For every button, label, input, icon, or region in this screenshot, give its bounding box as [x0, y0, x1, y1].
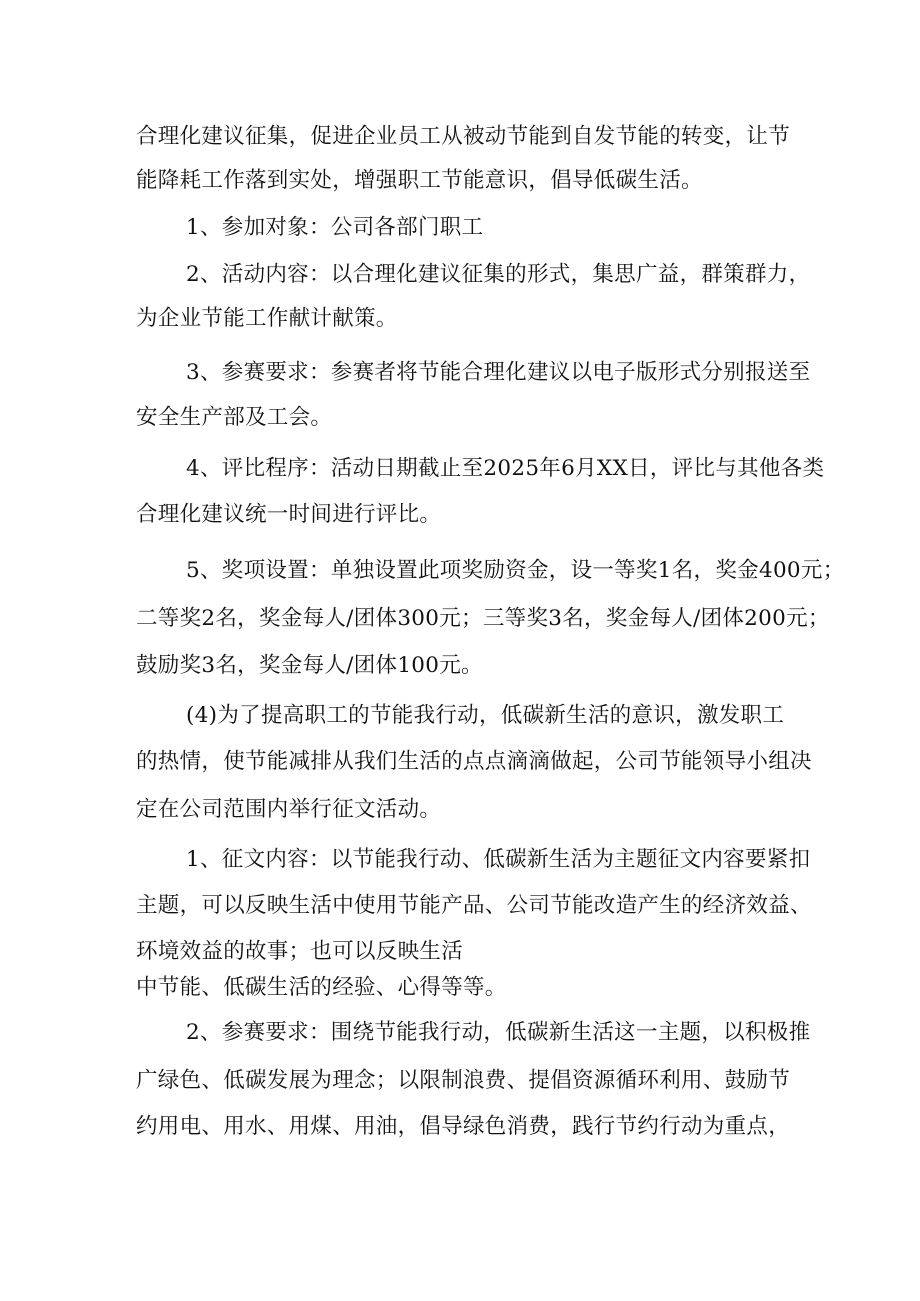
- list-item-awards: 5、奖项设置：单独设置此项奖励资金，设一等奖1名，奖金400元；: [186, 558, 845, 583]
- paragraph-line: 主题，可以反映生活中使用节能产品、公司节能改造产生的经济效益、: [136, 893, 812, 918]
- paragraph-line: 环境效益的故事；也可以反映生活: [136, 939, 464, 964]
- paragraph-line: 能降耗工作落到实处，增强职工节能意识，倡导低碳生活。: [136, 168, 703, 193]
- paragraph-line: 的热情，使节能减排从我们生活的点点滴滴做起，公司节能领导小组决: [136, 749, 812, 774]
- paragraph-line: 约用电、用水、用煤、用油，倡导绿色消费，践行节约行动为重点，: [136, 1114, 791, 1139]
- paragraph-line: 中节能、低碳生活的经验、心得等等。: [136, 975, 507, 1000]
- paragraph-line: 广绿色、低碳发展为理念；以限制浪费、提倡资源循环利用、鼓励节: [136, 1068, 791, 1093]
- paragraph-line: 鼓励奖3名，奖金每人/团体100元。: [136, 653, 483, 678]
- paragraph-line: 为企业节能工作献计献策。: [136, 306, 398, 331]
- list-item-essay-content: 1、征文内容：以节能我行动、低碳新生活为主题征文内容要紧扣: [186, 847, 811, 872]
- list-item-essay-requirements: 2、参赛要求：围绕节能我行动，低碳新生活这一主题，以积极推: [186, 1020, 811, 1045]
- paragraph-line: 合理化建议统一时间进行评比。: [136, 502, 442, 527]
- paragraph-line: 安全生产部及工会。: [136, 405, 333, 430]
- list-item-participants: 1、参加对象：公司各部门职工: [186, 215, 484, 240]
- paragraph-line: 合理化建议征集，促进企业员工从被动节能到自发节能的转变，让节: [136, 124, 791, 149]
- list-item-requirements: 3、参赛要求：参赛者将节能合理化建议以电子版形式分别报送至: [186, 360, 811, 385]
- paragraph-line: 定在公司范围内举行征文活动。: [136, 797, 442, 822]
- list-item-activity-content: 2、活动内容：以合理化建议征集的形式，集思广益，群策群力，: [186, 262, 811, 287]
- list-item-evaluation: 4、评比程序：活动日期截止至2025年6月XX日，评比与其他各类: [186, 456, 825, 481]
- section-4-intro: (4)为了提高职工的节能我行动，低碳新生活的意识，激发职工: [186, 703, 785, 728]
- paragraph-line: 二等奖2名，奖金每人/团体300元；三等奖3名，奖金每人/团体200元；: [136, 606, 830, 631]
